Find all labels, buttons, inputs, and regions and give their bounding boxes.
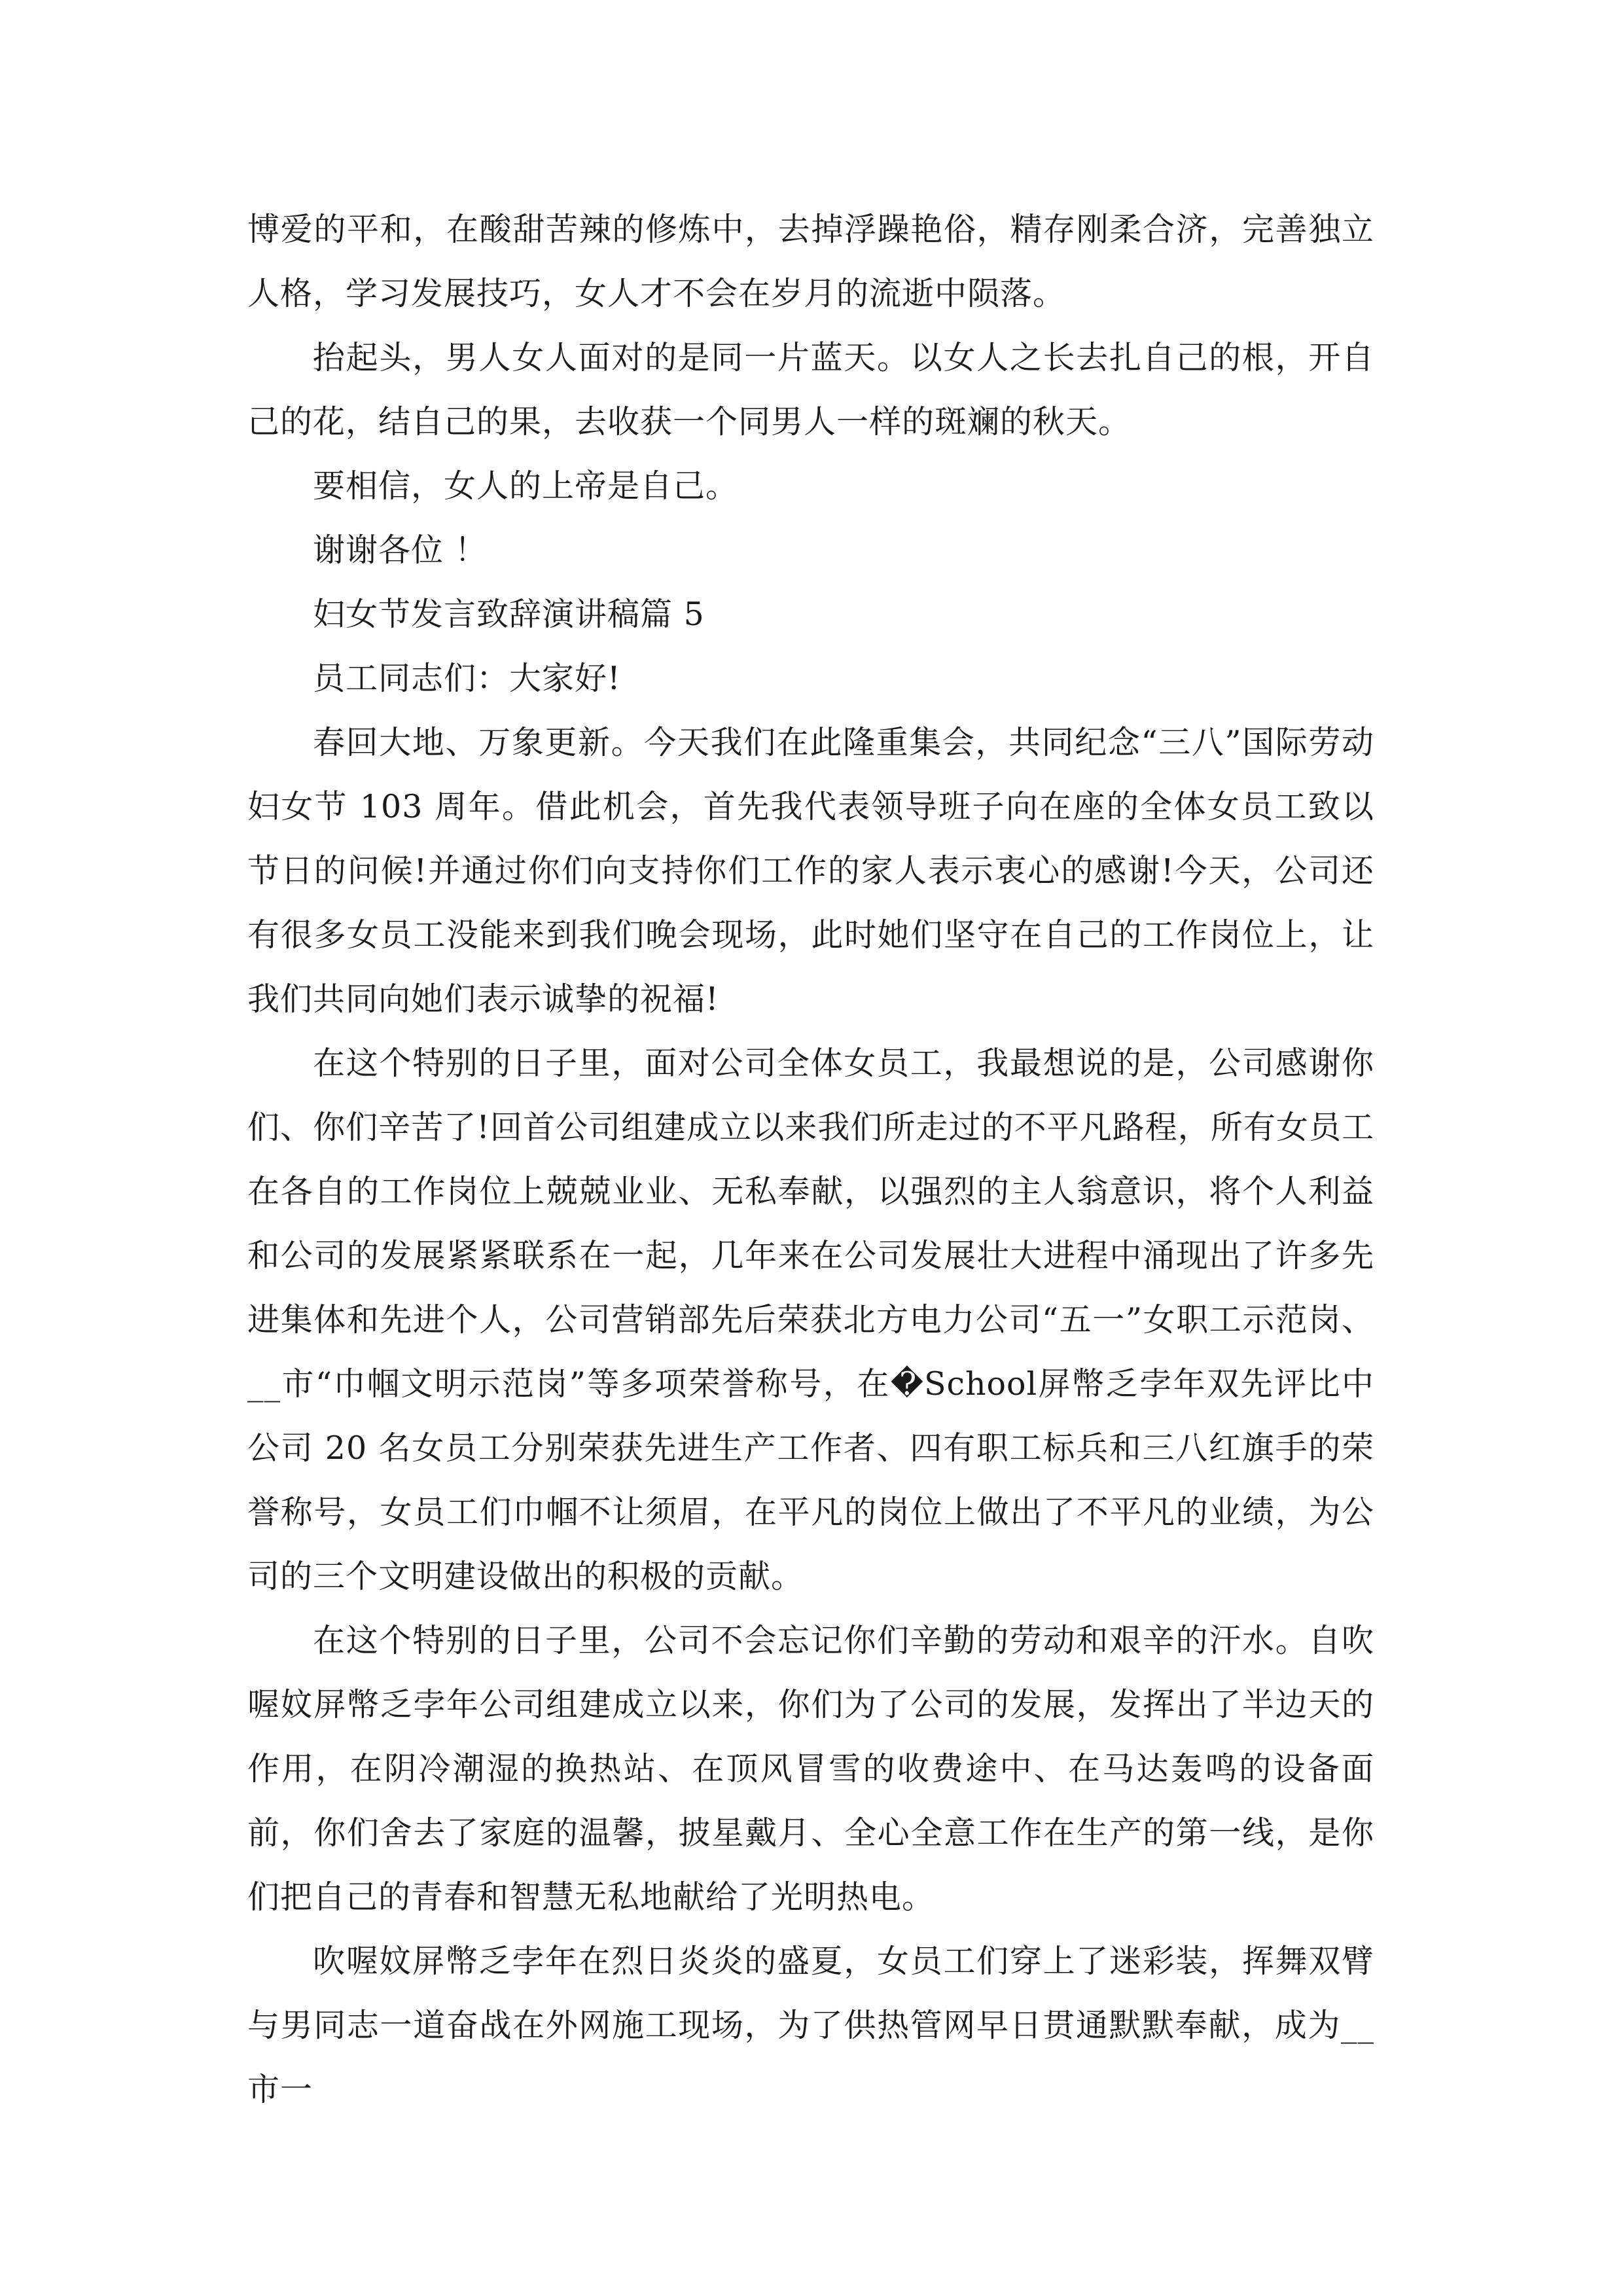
paragraph-1: 博爱的平和，在酸甜苦辣的修炼中，去掉浮躁艳俗，精存刚柔合济，完善独立人格，学习发展技巧，女人才不会在岁月的流逝中陨落。 [247, 211, 1374, 312]
paragraph-3: 要相信，女人的上帝是自己。 [313, 467, 739, 505]
paragraph-7: 春回大地、万象更新。今天我们在此隆重集会，共同纪念“三八”国际劳动妇女节 103 周年。借此机会，首先我代表领导班子向在座的全体女员工致以节日的问候!并通过你们向支持你们工作的家人表示衷心的感谢!今天，公司还有很多女员工没能来到我们晚会现场，此时她们坚守在自己的工作岗位上，让我们共同向她们表示诚挚的祝福! [247, 724, 1374, 1018]
document-body [247, 198, 1374, 2122]
paragraph-10: 吹喔妏屏幣乏孛年在烈日炎炎的盛夏，女员工们穿上了迷彩装，挥舞双臂与男同志一道奋战在外网施工现场，为了供热管网早日贯通默默奉献，成为__市一 [247, 1943, 1374, 2108]
paragraph-9: 在这个特别的日子里，公司不会忘记你们辛勤的劳动和艰辛的汗水。自吹喔妏屏幣乏孛年公司组建成立以来，你们为了公司的发展，发挥出了半边天的作用，在阴冷潮湿的换热站、在顶风冒雪的收费途中、在马达轰鸣的设备面前，你们舍去了家庭的温馨，披星戴月、全心全意工作在生产的第一线，是你们把自己的青春和智慧无私地献给了光明热电。 [247, 1622, 1374, 1916]
salutation: 员工同志们：大家好! [313, 660, 621, 697]
paragraph-2: 抬起头，男人女人面对的是同一片蓝天。以女人之长去扎自己的根，开自己的花，结自己的果，去收获一个同男人一样的斑斓的秋天。 [247, 339, 1374, 440]
paragraph-4: 谢谢各位 ！ [313, 531, 488, 569]
section-heading: 妇女节发言致辞演讲稿篇 5 [313, 596, 705, 633]
paragraph-8: 在这个特别的日子里，面对公司全体女员工，我最想说的是，公司感谢你们、你们辛苦了!回首公司组建成立以来我们所走过的不平凡路程，所有女员工在各自的工作岗位上兢兢业业、无私奉献，以强烈的主人翁意识，将个人利益和公司的发展紧紧联系在一起，几年来在公司发展壮大进程中涌现出了许多先进集体和先进个人，公司营销部先后荣获北方电力公司“五一”女职工示范岗、__市“巾帼文明示范岗”等多项荣誉称号，在�School屏幣乏孛年双先评比中公司 20 名女员工分别荣获先进生产工作者、四有职工标兵和三八红旗手的荣誉称号，女员工们巾帼不让须眉，在平凡的岗位上做出了不平凡的业绩，为公司的三个文明建设做出的积极的贡献。 [247, 1045, 1374, 1595]
